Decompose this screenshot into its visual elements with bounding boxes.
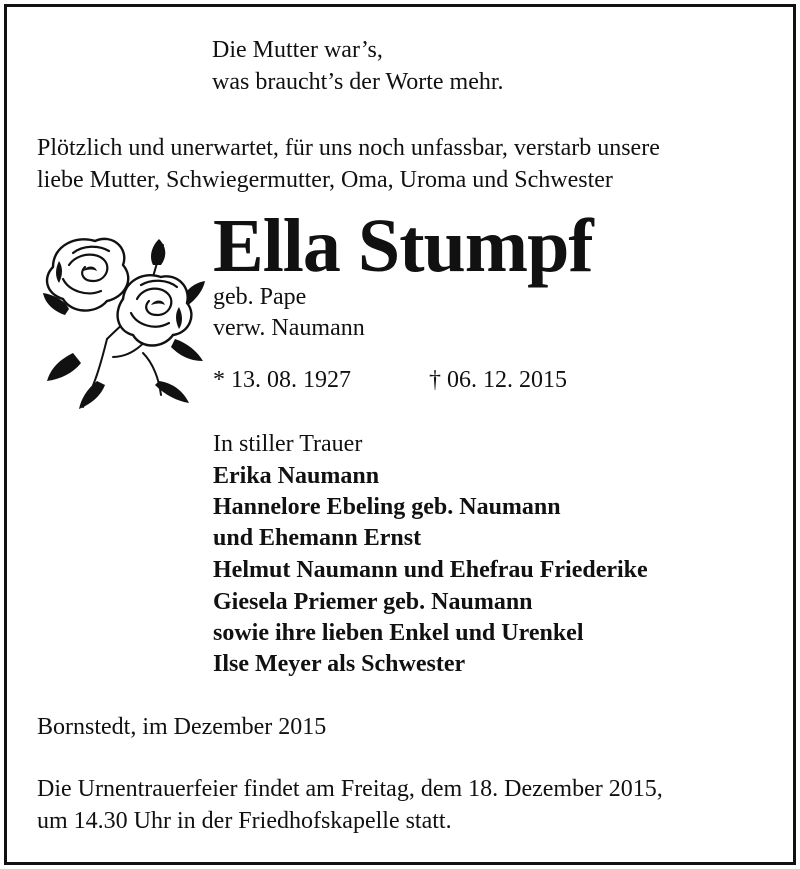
ceremony-line-1: Die Urnentrauerfeier findet am Freitag, dem 18. Dezember 2015, xyxy=(37,776,663,802)
mourner-name: Ilse Meyer als Schwester xyxy=(213,651,466,677)
birth-date: * 13. 08. 1927 xyxy=(213,367,351,393)
mourners-heading: In stiller Trauer xyxy=(213,431,363,457)
mourner-name: sowie ihre lieben Enkel und Urenkel xyxy=(213,620,584,646)
mourner-name: Helmut Naumann und Ehefrau Friederike xyxy=(213,557,648,583)
mourner-name: und Ehemann Ernst xyxy=(213,525,422,551)
obituary-notice xyxy=(4,4,796,865)
rose-illustration-icon xyxy=(43,235,205,411)
mourner-name: Erika Naumann xyxy=(213,463,380,489)
widowed-name: verw. Naumann xyxy=(213,315,365,341)
death-date: † 06. 12. 2015 xyxy=(429,367,567,393)
maiden-name: geb. Pape xyxy=(213,284,307,310)
place-date: Bornstedt, im Dezember 2015 xyxy=(37,714,327,740)
motto-line-1: Die Mutter war’s, xyxy=(212,37,383,63)
deceased-name: Ella Stumpf xyxy=(213,204,593,288)
mourner-name: Hannelore Ebeling geb. Naumann xyxy=(213,494,561,520)
motto-line-2: was braucht’s der Worte mehr. xyxy=(212,69,504,95)
ceremony-line-2: um 14.30 Uhr in der Friedhofskapelle statt. xyxy=(37,808,452,834)
intro-line-1: Plötzlich und unerwartet, für uns noch unfassbar, verstarb unsere xyxy=(37,135,660,161)
intro-line-2: liebe Mutter, Schwiegermutter, Oma, Uroma und Schwester xyxy=(37,167,613,193)
mourner-name: Giesela Priemer geb. Naumann xyxy=(213,589,533,615)
